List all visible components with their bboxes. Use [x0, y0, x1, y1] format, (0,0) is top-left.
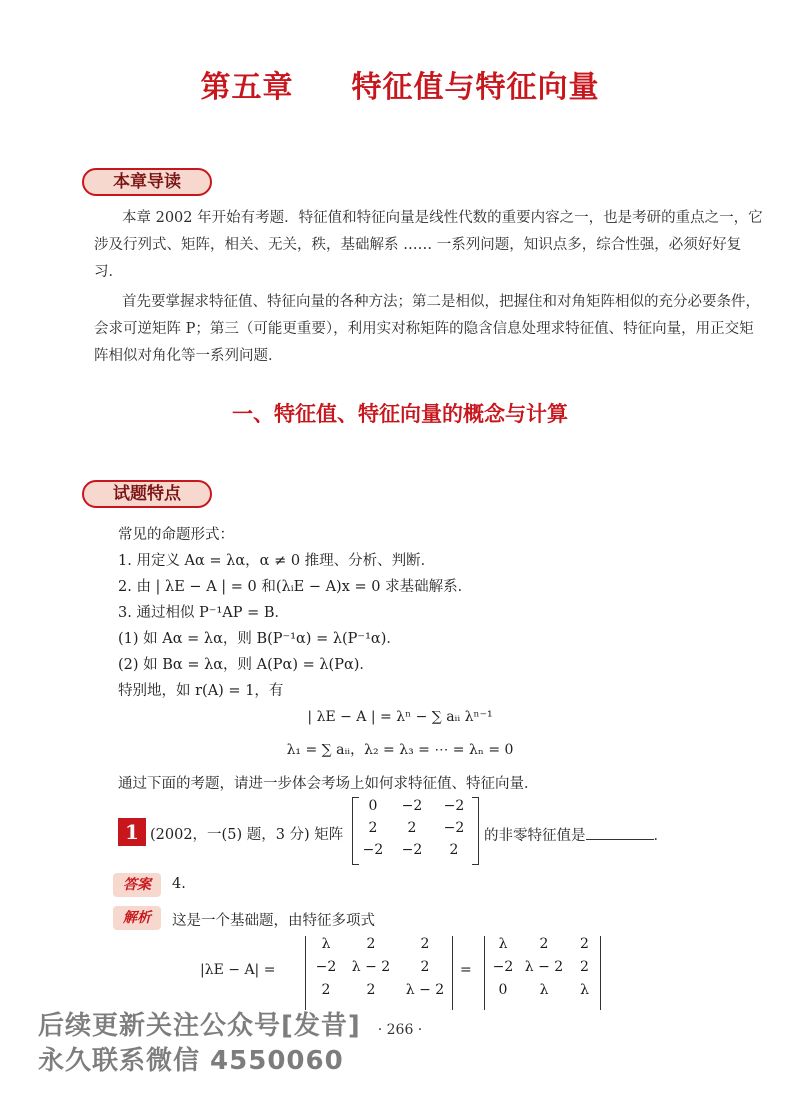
page-number: · 266 ·	[377, 1022, 423, 1038]
det-cell: −2	[315, 959, 337, 975]
section-title: 一、特征值、特征向量的概念与计算	[232, 402, 568, 426]
intro-badge-label: 本章导读	[113, 172, 181, 192]
formula-characteristic: | λE − A | = λⁿ − ∑ aᵢᵢ λⁿ⁻¹	[307, 709, 493, 725]
chapter-title	[0, 62, 800, 106]
det-cell: 2	[420, 936, 430, 952]
feature-line: 1. 用定义 Aα = λα，α ≠ 0 推理、分析、判断．	[118, 553, 436, 569]
det-cell: λ	[321, 936, 331, 952]
question-suffix	[484, 823, 668, 845]
features-badge	[80, 478, 214, 510]
det-cell: 2	[539, 936, 549, 952]
det-cell: 0	[498, 982, 508, 998]
det1-right-bar	[452, 936, 453, 1010]
analysis-tag: 解析	[113, 906, 161, 930]
formula-eigenvalues: λ₁ = ∑ aᵢᵢ，λ₂ = λ₃ = ⋯ = λₙ = 0	[286, 742, 514, 758]
feature-line: 特别地，如 r(A) = 1，有	[118, 683, 284, 699]
analysis-text: 这是一个基础题，由特征多项式	[172, 913, 375, 929]
det2-left-bar	[484, 936, 485, 1010]
answer-tag: 答案	[113, 873, 161, 897]
det-cell: λ − 2	[524, 959, 564, 975]
matrix-right-bracket	[472, 797, 479, 865]
matrix-cell: −2	[443, 798, 465, 814]
det-cell: 2	[580, 936, 589, 952]
matrix-cell: 2	[368, 820, 378, 836]
question-number-badge: 1	[118, 818, 146, 846]
det-cell: 2	[321, 982, 331, 998]
det-cell: −2	[492, 959, 514, 975]
feature-line: (1) 如 Aα = λα，则 B(P⁻¹α) = λ(P⁻¹α)．	[118, 631, 401, 647]
features-badge-label: 试题特点	[113, 484, 181, 504]
intro-badge	[80, 166, 214, 198]
det-cell: λ	[580, 982, 589, 998]
intro-paragraph-2: 首先要掌握求特征值、特征向量的各种方法；第二是相似，把握住和对角矩阵相似的充分必要条件，会求可逆矩阵 P；第三（可能更重要），利用实对称矩阵的隐含信息处理求特征值、特征向量，用正交矩阵相似对角化等一系列问题．	[94, 294, 760, 364]
answer-blank	[586, 823, 654, 840]
matrix-cell: 2	[407, 820, 417, 836]
det2-right-bar	[600, 936, 601, 1010]
det-cell: λ − 2	[405, 982, 445, 998]
matrix-cell: 2	[449, 842, 459, 858]
matrix-cell: −2	[401, 842, 423, 858]
matrix-cell: −2	[362, 842, 384, 858]
feature-line: 2. 由 | λE − A | = 0 和(λᵢE − A)x = 0 求基础解系．	[118, 579, 473, 595]
closing-line: 通过下面的考题，请进一步体会考场上如何求特征值、特征向量．	[118, 776, 539, 792]
equals-sign: =	[460, 962, 472, 978]
feature-line: (2) 如 Bα = λα，则 A(Pα) = λ(Pα)．	[118, 657, 374, 673]
determinant-2	[487, 936, 600, 998]
question-suffix-text: 的非零特征值是	[484, 828, 586, 844]
question-matrix	[358, 798, 472, 858]
det-cell: 2	[580, 959, 589, 975]
watermark-line-1: 后续更新关注公众号[发昔]	[38, 1011, 361, 1041]
chapter-name: 特征值与特征向量	[351, 70, 600, 105]
det-cell: λ	[539, 982, 549, 998]
determinant-lhs: |λE − A| =	[200, 962, 276, 978]
watermark-line-2: 永久联系微信 4550060	[38, 1046, 344, 1076]
det1-left-bar	[305, 936, 306, 1010]
question-source: (2002，一(5) 题，3 分) 矩阵	[150, 827, 344, 843]
det-cell: 2	[420, 959, 430, 975]
det-cell: 2	[366, 936, 376, 952]
det-cell: λ	[498, 936, 508, 952]
matrix-cell: −2	[443, 820, 465, 836]
det-cell: λ − 2	[351, 959, 391, 975]
chapter-number: 第五章	[200, 70, 294, 105]
feature-line: 3. 通过相似 P⁻¹AP = B．	[118, 605, 290, 621]
intro-paragraph-1: 本章 2002 年开始有考题．特征值和特征向量是线性代数的重要内容之一，也是考研的重点之一，它涉及行列式、矩阵，相关、无关，秩，基础解系 …… 一系列问题，知识点多，综合性强，必须好好复习．	[94, 210, 763, 280]
answer-value: 4.	[172, 876, 186, 892]
matrix-cell: 0	[368, 798, 378, 814]
question-end: ．	[653, 828, 668, 844]
det-cell: 2	[366, 982, 376, 998]
feature-line: 常见的命题形式：	[118, 527, 234, 543]
determinant-1	[308, 936, 452, 998]
matrix-cell: −2	[401, 798, 423, 814]
